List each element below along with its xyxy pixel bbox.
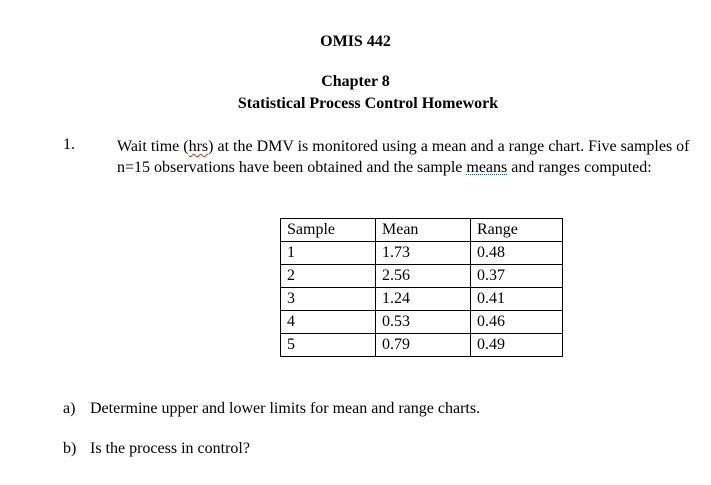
cell-sample: 4 bbox=[281, 311, 376, 334]
cell-mean: 0.53 bbox=[376, 311, 471, 334]
cell-mean: 2.56 bbox=[376, 265, 471, 288]
grammar-word-means: means bbox=[466, 159, 508, 176]
table-header-row bbox=[281, 219, 563, 242]
cell-sample: 2 bbox=[281, 265, 376, 288]
course-title: OMIS 442 bbox=[320, 33, 391, 50]
cell-sample: 1 bbox=[281, 242, 376, 265]
table-row bbox=[281, 242, 563, 265]
homework-title: Statistical Process Control Homework bbox=[237, 95, 499, 112]
question-text bbox=[117, 136, 697, 178]
chapter-title: Chapter 8 bbox=[321, 73, 390, 90]
header-mean: Mean bbox=[376, 219, 471, 242]
question-number: 1. bbox=[63, 136, 75, 153]
spellcheck-word-hrs: hrs bbox=[188, 138, 209, 155]
cell-range: 0.41 bbox=[471, 288, 563, 311]
part-a-text: Determine upper and lower limits for mean and range charts. bbox=[90, 400, 481, 417]
question-text-part-3: and ranges computed: bbox=[507, 159, 652, 176]
part-b-label: b) bbox=[63, 440, 77, 457]
table-row bbox=[281, 288, 563, 311]
header-range: Range bbox=[471, 219, 563, 242]
cell-sample: 5 bbox=[281, 334, 376, 357]
cell-range: 0.46 bbox=[471, 311, 563, 334]
part-a-label: a) bbox=[63, 400, 76, 417]
question-text-part-1: Wait time ( bbox=[117, 138, 189, 155]
cell-sample: 3 bbox=[281, 288, 376, 311]
header-sample: Sample bbox=[281, 219, 376, 242]
table-row bbox=[281, 334, 563, 357]
table-row bbox=[281, 265, 563, 288]
part-b bbox=[63, 440, 250, 458]
cell-mean: 1.73 bbox=[376, 242, 471, 265]
question-text-part-2: ) at the DMV is monitored using a mean and a range chart. Five samples of n=15 observations have been obtained and the sample bbox=[117, 138, 690, 176]
part-a bbox=[63, 400, 480, 418]
cell-mean: 1.24 bbox=[376, 288, 471, 311]
part-b-text: Is the process in control? bbox=[90, 440, 250, 457]
cell-range: 0.37 bbox=[471, 265, 563, 288]
sample-data-table bbox=[280, 218, 563, 357]
table-row bbox=[281, 311, 563, 334]
cell-range: 0.48 bbox=[471, 242, 563, 265]
cell-mean: 0.79 bbox=[376, 334, 471, 357]
cell-range: 0.49 bbox=[471, 334, 563, 357]
